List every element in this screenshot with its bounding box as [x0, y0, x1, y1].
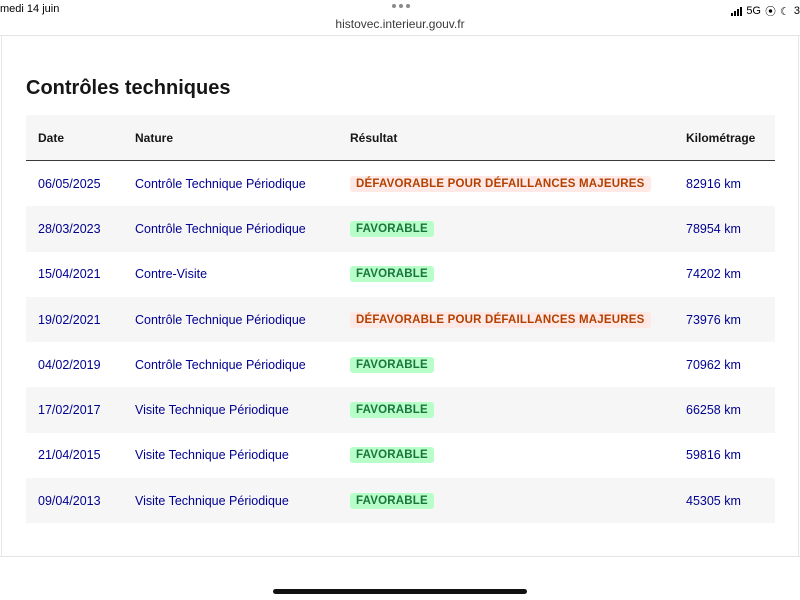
status-date: medi 14 juin [0, 3, 60, 15]
page-title: Contrôles techniques [26, 77, 231, 99]
inspections-table [26, 115, 775, 523]
cell-nature: Contrôle Technique Périodique [135, 221, 306, 236]
cell-nature: Contrôle Technique Périodique [135, 312, 306, 327]
cell-nature: Visite Technique Périodique [135, 493, 289, 508]
cell-result [350, 176, 686, 192]
cell-mileage: 59816 km [686, 448, 741, 463]
table-row [26, 206, 775, 251]
tab-overview-dots-icon[interactable] [392, 4, 410, 8]
table-row [26, 161, 775, 206]
result-badge: DÉFAVORABLE POUR DÉFAILLANCES MAJEURES [350, 312, 651, 328]
table-row [26, 342, 775, 387]
cell-date: 21/04/2015 [38, 448, 101, 463]
battery-label: 3 [793, 5, 800, 17]
cell-mileage: 70962 km [686, 357, 741, 372]
cell-result [350, 266, 686, 282]
cell-nature: Contre-Visite [135, 267, 208, 282]
cell-date: 15/04/2021 [38, 267, 101, 282]
column-header-mileage: Kilométrage [686, 130, 756, 145]
column-header-result: Résultat [350, 130, 398, 145]
cell-nature: Visite Technique Périodique [135, 448, 289, 463]
cell-result [350, 447, 686, 463]
location-icon: ⦿ [765, 6, 776, 18]
table-header [26, 115, 775, 161]
cell-nature: Visite Technique Périodique [135, 403, 289, 418]
cell-date: 09/04/2013 [38, 493, 101, 508]
cell-result [350, 312, 686, 328]
table-row [26, 387, 775, 432]
cell-mileage: 74202 km [686, 267, 741, 282]
cell-date: 06/05/2025 [38, 176, 101, 191]
cell-mileage: 78954 km [686, 221, 741, 236]
browser-divider [0, 35, 800, 36]
cell-result [350, 221, 686, 237]
network-label: 5G [746, 5, 761, 17]
column-header-nature: Nature [135, 130, 174, 145]
cell-result [350, 402, 686, 418]
result-badge: FAVORABLE [350, 447, 434, 463]
cell-nature: Contrôle Technique Périodique [135, 176, 306, 191]
result-badge: FAVORABLE [350, 493, 434, 509]
result-badge: FAVORABLE [350, 402, 434, 418]
result-badge: FAVORABLE [350, 357, 434, 373]
result-badge: FAVORABLE [350, 266, 434, 282]
status-bar [0, 0, 800, 18]
table-body [26, 161, 775, 523]
result-badge: DÉFAVORABLE POUR DÉFAILLANCES MAJEURES [350, 176, 651, 192]
address-bar[interactable]: histovec.interieur.gouv.fr [335, 17, 465, 31]
cell-date: 28/03/2023 [38, 221, 101, 236]
column-header-date: Date [38, 130, 65, 145]
table-row [26, 478, 775, 523]
cell-result [350, 357, 686, 373]
table-row [26, 297, 775, 342]
page-border-right [798, 36, 799, 556]
cell-mileage: 82916 km [686, 176, 741, 191]
table-row [26, 433, 775, 478]
page-border-left [1, 36, 2, 556]
moon-icon: ☾ [780, 5, 790, 18]
result-badge: FAVORABLE [350, 221, 434, 237]
bottom-divider [0, 556, 800, 557]
cell-date: 19/02/2021 [38, 312, 101, 327]
cell-mileage: 73976 km [686, 312, 741, 327]
cell-mileage: 66258 km [686, 403, 741, 418]
cell-date: 17/02/2017 [38, 403, 101, 418]
cell-mileage: 45305 km [686, 493, 741, 508]
signal-icon [731, 7, 742, 16]
home-indicator[interactable] [273, 589, 527, 594]
cell-result [350, 493, 686, 509]
cell-date: 04/02/2019 [38, 357, 101, 372]
table-row [26, 252, 775, 297]
cell-nature: Contrôle Technique Périodique [135, 357, 306, 372]
